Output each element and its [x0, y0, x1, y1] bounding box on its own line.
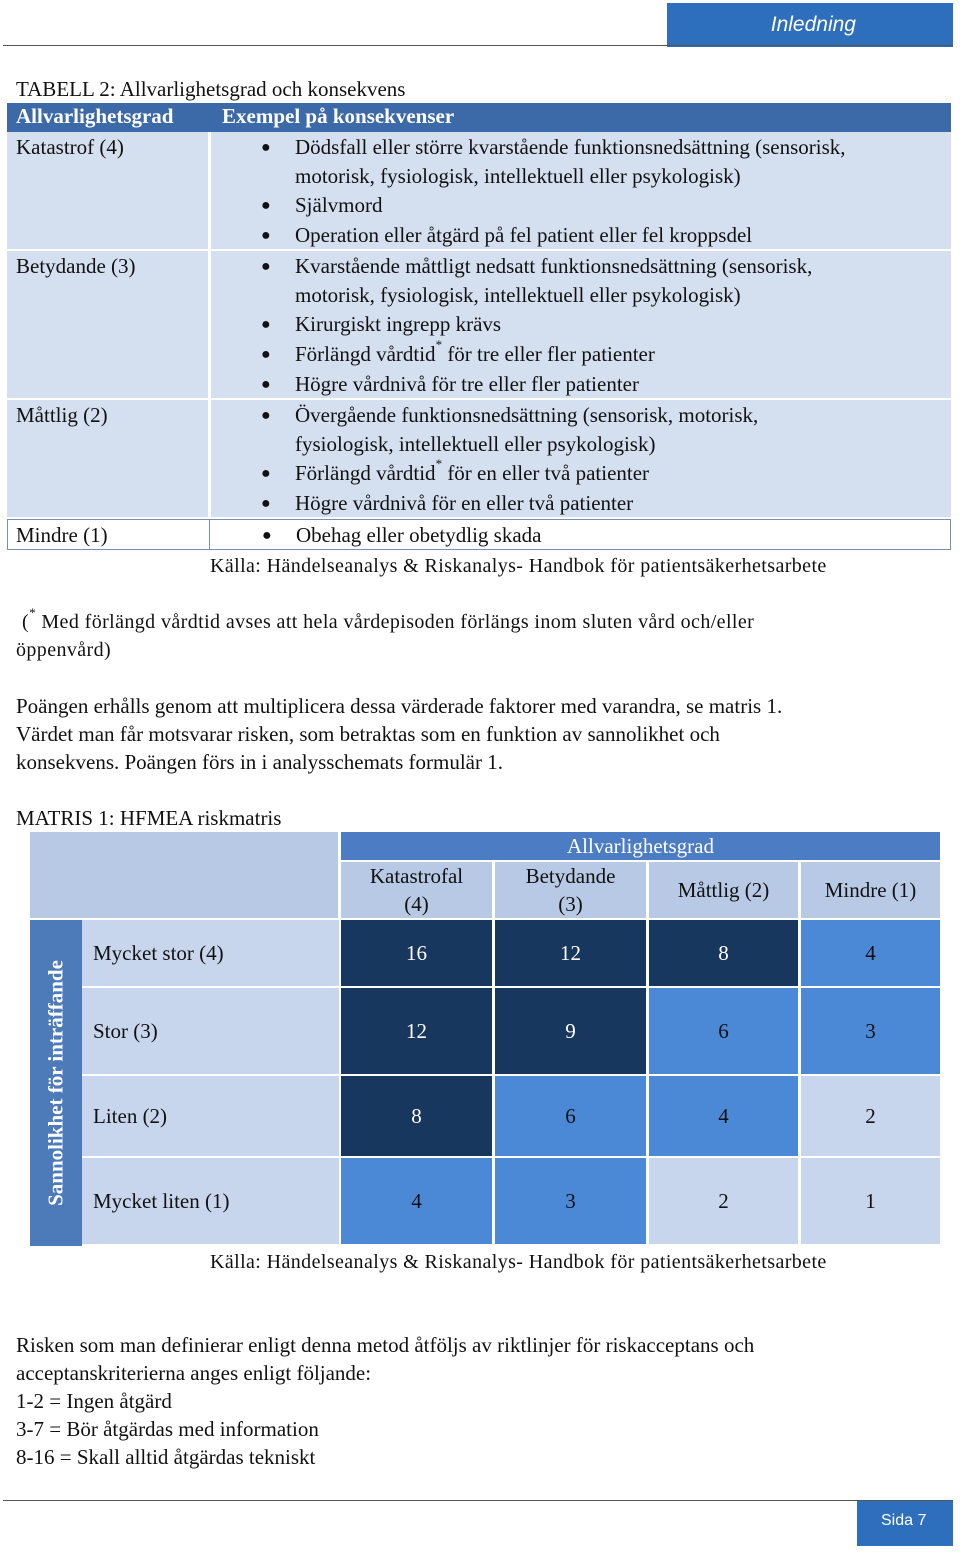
bullet-icon: ● [261, 227, 271, 244]
matrix-row-label: Liten (2) [82, 1076, 339, 1156]
matrix-cell: 4 [341, 1158, 492, 1244]
matrix-cell: 2 [649, 1158, 798, 1244]
table-header-severity: Allvarlighetsgrad [16, 104, 174, 128]
table-row-mindre [7, 519, 951, 550]
consequence-item-cont: motorisk, fysiologisk, intellektuell eller psykologisk) [295, 283, 741, 307]
consequence-item: ● Övergående funktionsnedsättning (sensorisk, motorisk, [295, 401, 758, 431]
bullet-icon: ● [261, 465, 271, 482]
matrix-column-header: Måttlig (2) [649, 862, 798, 918]
matrix-top-header: Allvarlighetsgrad [341, 832, 940, 860]
severity-label: Katastrof (4) [16, 135, 124, 159]
bullet-icon: ● [261, 376, 271, 393]
consequence-item: ● Högre vårdnivå för en eller två patienter [295, 489, 633, 519]
table-row-katastrof [7, 132, 951, 251]
footnote-marker: * [435, 456, 443, 471]
severity-label: Betydande (3) [16, 254, 136, 278]
bullet-icon: ● [261, 346, 271, 363]
footnote: (* Med förlängd vårdtid avses att hela vårdepisoden förlängs inom sluten vård och/eller [22, 605, 755, 633]
matrix-column-header: Betydande (3) [495, 862, 646, 918]
bullet-icon: ● [261, 139, 271, 156]
matrix-column-header: Katastrofal (4) [341, 862, 492, 918]
paragraph-line: Värdet man får motsvarar risken, som betraktas som en funktion av sannolikhet och [16, 722, 720, 746]
matrix-source: Källa: Händelseanalys & Riskanalys- Handbok för patientsäkerhetsarbete [210, 1251, 827, 1273]
matrix-cell: 4 [649, 1076, 798, 1156]
matrix-caption: MATRIS 1: HFMEA riskmatris [16, 806, 282, 830]
matrix-side-header: Sannolikhet för inträffande [30, 920, 82, 1246]
consequence-item: ● Obehag eller obetydlig skada [296, 521, 542, 551]
matrix-cell: 2 [801, 1076, 940, 1156]
consequence-item: ● Självmord [295, 191, 383, 221]
header-rule [3, 45, 953, 46]
paragraph-line: acceptanskriterierna anges enligt följande: [16, 1361, 372, 1385]
paragraph-line: Poängen erhålls genom att multiplicera dessa värderade faktorer med varandra, se matris 1. [16, 694, 783, 718]
footnote-marker: * [29, 605, 36, 620]
table-header-consequences: Exempel på konsekvenser [222, 104, 455, 128]
cell-divider [208, 251, 211, 398]
consequence-item: ● Kirurgiskt ingrepp krävs [295, 310, 501, 340]
matrix-column-header: Mindre (1) [801, 862, 940, 918]
matrix-row-label: Mycket liten (1) [82, 1158, 339, 1244]
table-header-row [7, 103, 951, 132]
consequence-item: ● Operation eller åtgärd på fel patient eller fel kroppsdel [295, 221, 752, 251]
matrix-cell: 6 [495, 1076, 646, 1156]
header-section-title: Inledning [770, 13, 856, 36]
matrix-corner [30, 832, 338, 918]
footnote-cont: öppenvård) [16, 639, 112, 661]
matrix-row-label: Stor (3) [82, 988, 339, 1074]
consequence-item: ● Dödsfall eller större kvarstående funktionsnedsättning (sensorisk, [295, 133, 846, 163]
risk-matrix [30, 832, 942, 1246]
consequence-item: ● Förlängd vårdtid* för tre eller fler patienter [295, 340, 655, 370]
bullet-icon: ● [261, 197, 271, 214]
matrix-cell: 9 [495, 988, 646, 1074]
cell-divider [208, 132, 211, 249]
criteria-line: 3-7 = Bör åtgärdas med information [16, 1417, 319, 1441]
footnote-marker: * [435, 337, 443, 352]
page-number: Sida 7 [881, 1512, 927, 1529]
cell-divider [208, 400, 211, 517]
matrix-cell: 3 [801, 988, 940, 1074]
cell-divider [209, 520, 210, 549]
bullet-icon: ● [261, 316, 271, 333]
consequence-item: ● Kvarstående måttligt nedsatt funktionsnedsättning (sensorisk, [295, 252, 812, 282]
matrix-cell: 4 [801, 920, 940, 986]
footer-rule [3, 1500, 953, 1501]
paragraph-line: Risken som man definierar enligt denna metod åtföljs av riktlinjer för riskacceptans och [16, 1333, 755, 1357]
table-row-mattlig [7, 400, 951, 519]
matrix-cell: 8 [341, 1076, 492, 1156]
table2-caption: TABELL 2: Allvarlighetsgrad och konsekvens [16, 77, 406, 101]
consequence-item: ● Högre vårdnivå för tre eller fler patienter [295, 370, 639, 400]
matrix-cell: 16 [341, 920, 492, 986]
paragraph-line: konsekvens. Poängen förs in i analysschemats formulär 1. [16, 750, 503, 774]
consequence-item: ● Förlängd vårdtid* för en eller två patienter [295, 459, 649, 489]
table2-source: Källa: Händelseanalys & Riskanalys- Handbok för patientsäkerhetsarbete [210, 555, 827, 577]
consequence-item-cont: motorisk, fysiologisk, intellektuell eller psykologisk) [295, 164, 741, 188]
severity-label: Mindre (1) [16, 523, 108, 547]
bullet-icon: ● [261, 258, 271, 275]
matrix-cell: 1 [801, 1158, 940, 1244]
matrix-cell: 12 [495, 920, 646, 986]
matrix-cell: 12 [341, 988, 492, 1074]
matrix-cell: 8 [649, 920, 798, 986]
criteria-line: 8-16 = Skall alltid åtgärdas tekniskt [16, 1445, 316, 1469]
header-section-tab [667, 3, 953, 47]
bullet-icon: ● [261, 495, 271, 512]
criteria-line: 1-2 = Ingen åtgärd [16, 1389, 172, 1413]
severity-label: Måttlig (2) [16, 403, 108, 427]
consequence-item-cont: fysiologisk, intellektuell eller psykologisk) [295, 432, 656, 456]
table-row-betydande [7, 251, 951, 400]
matrix-cell: 3 [495, 1158, 646, 1244]
matrix-row-label: Mycket stor (4) [82, 920, 339, 986]
matrix-cell: 6 [649, 988, 798, 1074]
page-number-tab [857, 1501, 953, 1546]
bullet-icon: ● [261, 407, 271, 424]
bullet-icon: ● [262, 527, 272, 544]
